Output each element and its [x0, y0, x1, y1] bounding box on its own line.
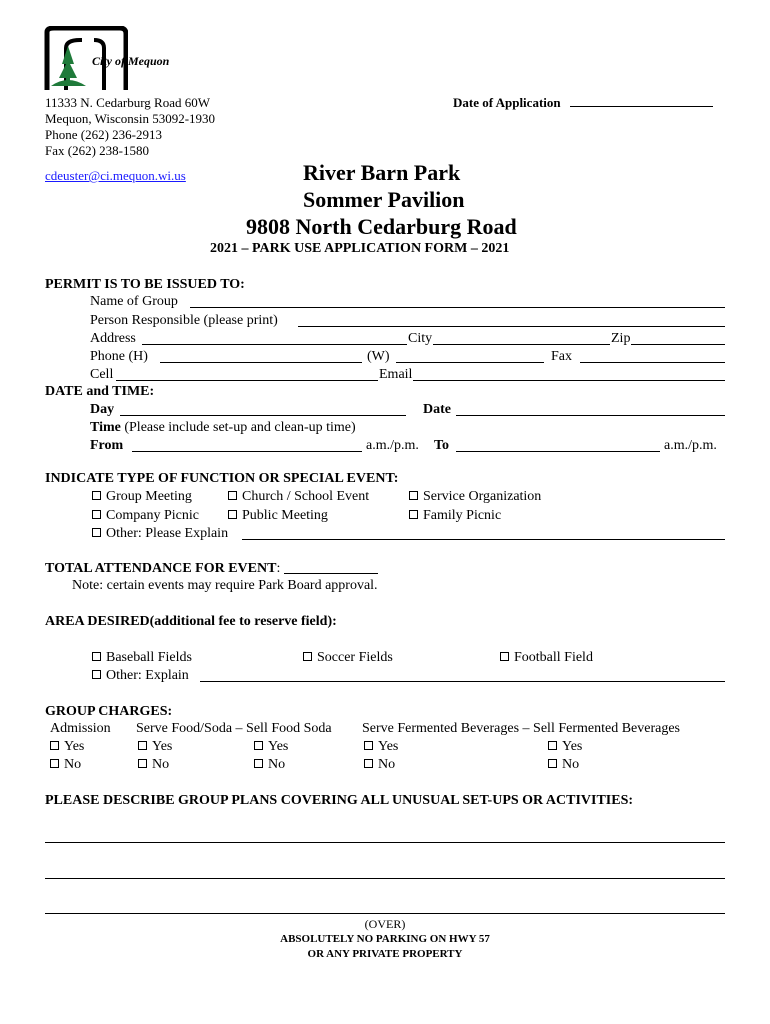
football-checkbox[interactable]	[500, 652, 509, 661]
attendance-note: Note: certain events may require Park Board approval.	[72, 578, 378, 593]
group-meeting-option[interactable]	[92, 490, 192, 504]
baseball-option[interactable]	[92, 651, 192, 665]
service-org-label: Service Organization	[423, 489, 542, 504]
company-picnic-option[interactable]	[92, 509, 199, 523]
family-picnic-checkbox[interactable]	[409, 510, 418, 519]
attendance-line	[45, 561, 378, 576]
address-line1: 11333 N. Cedarburg Road 60W	[45, 95, 211, 110]
function-other-checkbox[interactable]	[92, 528, 101, 537]
public-meeting-label: Public Meeting	[242, 508, 328, 523]
phone-h-label: Phone (H)	[90, 349, 148, 364]
serve-food-label: Serve Food/Soda – Sell Food Soda	[136, 721, 332, 736]
address-fax: Fax (262) 238-1580	[45, 143, 149, 158]
datetime-heading: DATE and TIME:	[45, 384, 155, 399]
person-responsible-field[interactable]	[298, 326, 725, 327]
city-name: City of Mequon	[92, 54, 170, 68]
serve-food-no-checkbox[interactable]	[138, 759, 147, 768]
form-subtitle: 2021 – PARK USE APPLICATION FORM – 2021	[210, 241, 510, 256]
to-label: To	[434, 438, 450, 453]
serve-food-no[interactable]	[138, 758, 169, 772]
attendance-colon: :	[276, 561, 281, 576]
function-other-option[interactable]	[92, 527, 228, 541]
sell-food-no-label: No	[268, 757, 286, 772]
admission-label: Admission	[50, 721, 111, 736]
sell-fermented-no[interactable]	[548, 758, 579, 772]
soccer-option[interactable]	[303, 651, 393, 665]
serve-fermented-no-label: No	[378, 757, 396, 772]
soccer-checkbox[interactable]	[303, 652, 312, 661]
address-label: Address	[90, 331, 136, 346]
service-org-option[interactable]	[409, 490, 541, 504]
service-org-checkbox[interactable]	[409, 491, 418, 500]
phone-w-label: (W)	[367, 349, 390, 364]
fax-label: Fax	[551, 349, 572, 364]
sell-food-no-checkbox[interactable]	[254, 759, 263, 768]
admission-yes-label: Yes	[64, 739, 85, 754]
attendance-field[interactable]	[284, 561, 378, 574]
date-of-application-field[interactable]	[570, 106, 713, 107]
baseball-checkbox[interactable]	[92, 652, 101, 661]
football-option[interactable]	[500, 651, 593, 665]
phone-h-field[interactable]	[160, 362, 362, 363]
over-note: (OVER)	[364, 917, 406, 931]
plans-line-2[interactable]	[45, 878, 725, 879]
footer-line1: ABSOLUTELY NO PARKING ON HWY 57	[280, 933, 490, 945]
area-heading: AREA DESIRED(additional fee to reserve field):	[45, 614, 337, 629]
cell-field[interactable]	[116, 380, 725, 381]
sell-fermented-no-label: No	[562, 757, 580, 772]
sell-food-yes-label: Yes	[268, 739, 289, 754]
title-line2: Sommer Pavilion	[303, 187, 465, 212]
name-of-group-label: Name of Group	[90, 294, 178, 309]
date-field[interactable]	[456, 415, 725, 416]
sell-food-no[interactable]	[254, 758, 285, 772]
to-field[interactable]	[456, 451, 660, 452]
admission-no[interactable]	[50, 758, 81, 772]
serve-fermented-no[interactable]	[364, 758, 395, 772]
public-meeting-option[interactable]	[228, 509, 328, 523]
soccer-label: Soccer Fields	[317, 650, 393, 665]
function-other-field[interactable]	[242, 539, 725, 540]
serve-food-yes[interactable]	[138, 740, 172, 754]
company-picnic-label: Company Picnic	[106, 508, 199, 523]
from-ampm: a.m./p.m.	[366, 438, 419, 453]
zip-label: Zip	[611, 331, 631, 346]
area-other-label: Other: Explain	[106, 668, 189, 683]
public-meeting-checkbox[interactable]	[228, 510, 237, 519]
permit-heading: PERMIT IS TO BE ISSUED TO:	[45, 277, 245, 292]
function-other-label: Other: Please Explain	[106, 526, 229, 541]
address-line2: Mequon, Wisconsin 53092-1930	[45, 111, 216, 126]
family-picnic-label: Family Picnic	[423, 508, 502, 523]
sell-food-yes[interactable]	[254, 740, 288, 754]
email-link[interactable]: cdeuster@ci.mequon.wi.us	[45, 168, 186, 183]
from-field[interactable]	[132, 451, 362, 452]
plans-heading: PLEASE DESCRIBE GROUP PLANS COVERING ALL UNUSUAL SET-UPS OR ACTIVITIES:	[45, 793, 634, 808]
group-meeting-label: Group Meeting	[106, 489, 192, 504]
cell-label: Cell	[90, 367, 114, 382]
area-other-checkbox[interactable]	[92, 670, 101, 679]
church-school-checkbox[interactable]	[228, 491, 237, 500]
plans-line-1[interactable]	[45, 842, 725, 843]
date-of-application-label: Date of Application	[453, 95, 561, 110]
time-line	[90, 421, 356, 435]
serve-food-yes-checkbox[interactable]	[138, 741, 147, 750]
sell-fermented-no-checkbox[interactable]	[548, 759, 557, 768]
church-school-label: Church / School Event	[242, 489, 370, 504]
fax-field[interactable]	[580, 362, 725, 363]
title-line1: River Barn Park	[303, 160, 461, 185]
serve-food-yes-label: Yes	[152, 739, 173, 754]
attendance-label: TOTAL ATTENDANCE FOR EVENT	[45, 561, 277, 576]
serve-food-no-label: No	[152, 757, 170, 772]
admission-yes-checkbox[interactable]	[50, 741, 59, 750]
address-field[interactable]	[142, 344, 725, 345]
family-picnic-option[interactable]	[409, 509, 501, 523]
sell-food-yes-checkbox[interactable]	[254, 741, 263, 750]
charges-heading: GROUP CHARGES:	[45, 704, 173, 719]
day-field[interactable]	[120, 415, 406, 416]
sell-fermented-yes[interactable]	[548, 740, 582, 754]
to-ampm: a.m./p.m.	[664, 438, 717, 453]
date-label: Date	[423, 402, 451, 417]
phone-w-field[interactable]	[396, 362, 544, 363]
admission-yes[interactable]	[50, 740, 84, 754]
admission-no-label: No	[64, 757, 82, 772]
area-other-field[interactable]	[200, 681, 725, 682]
baseball-label: Baseball Fields	[106, 650, 192, 665]
person-responsible-label: Person Responsible (please print)	[90, 313, 278, 328]
church-school-option[interactable]	[228, 490, 369, 504]
serve-fermented-yes-label: Yes	[378, 739, 399, 754]
from-label: From	[90, 438, 124, 453]
address-phone: Phone (262) 236-2913	[45, 127, 162, 142]
name-of-group-field[interactable]	[190, 307, 725, 308]
city-label: City	[408, 331, 433, 346]
admission-no-checkbox[interactable]	[50, 759, 59, 768]
function-heading: INDICATE TYPE OF FUNCTION OR SPECIAL EVENT:	[45, 471, 399, 486]
email-label: Email	[379, 367, 413, 382]
football-label: Football Field	[514, 650, 593, 665]
serve-fermented-no-checkbox[interactable]	[364, 759, 373, 768]
footer-line2: OR ANY PRIVATE PROPERTY	[307, 948, 463, 960]
serve-fermented-yes[interactable]	[364, 740, 398, 754]
time-label: Time	[90, 420, 121, 435]
plans-line-3[interactable]	[45, 913, 725, 914]
group-meeting-checkbox[interactable]	[92, 491, 101, 500]
company-picnic-checkbox[interactable]	[92, 510, 101, 519]
serve-fermented-yes-checkbox[interactable]	[364, 741, 373, 750]
sell-fermented-yes-label: Yes	[562, 739, 583, 754]
time-note: (Please include set-up and clean-up time)	[120, 420, 356, 435]
serve-fermented-label: Serve Fermented Beverages – Sell Fermented Beverages	[362, 721, 681, 736]
day-label: Day	[90, 402, 115, 417]
sell-fermented-yes-checkbox[interactable]	[548, 741, 557, 750]
area-other-option[interactable]	[92, 669, 189, 683]
title-line3: 9808 North Cedarburg Road	[246, 214, 517, 239]
